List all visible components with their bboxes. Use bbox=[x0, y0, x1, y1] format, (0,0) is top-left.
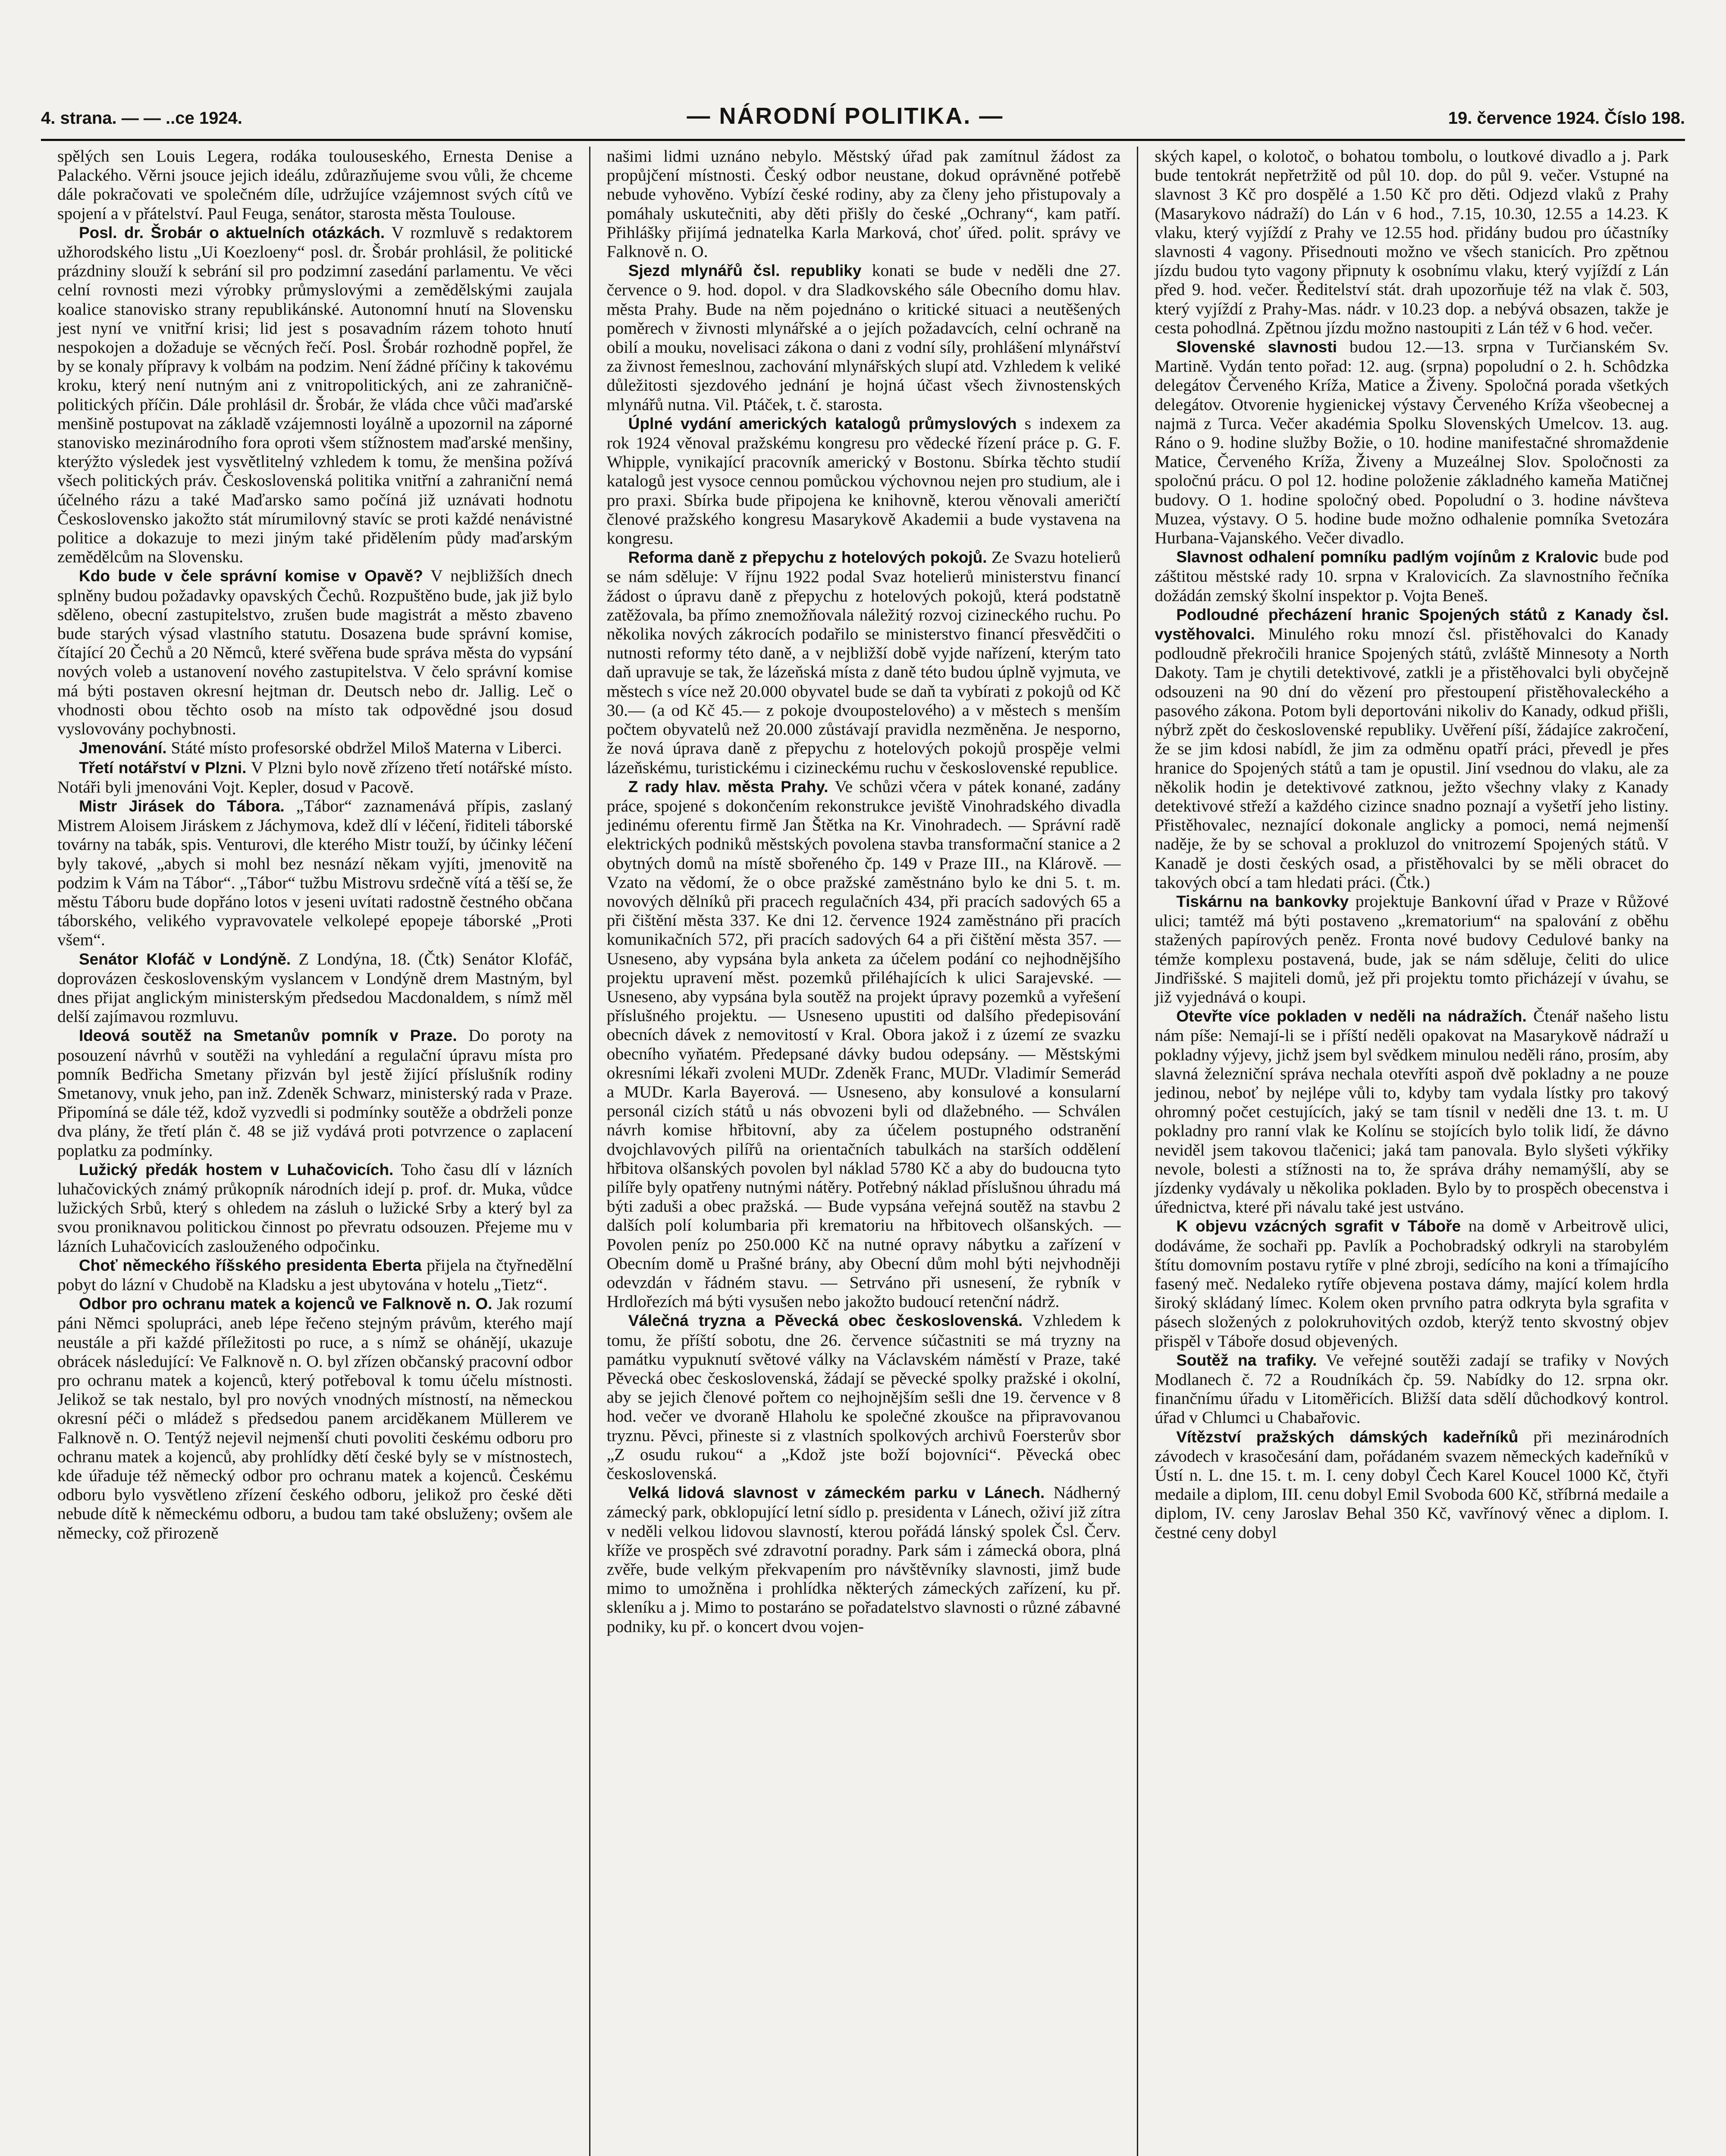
article-headline: Vítězství pražských dámských kadeřníků bbox=[1176, 1428, 1519, 1446]
article bbox=[57, 1294, 573, 1542]
article-headline: Posl. dr. Šrobár o aktuelních otázkách. bbox=[79, 223, 385, 241]
article-body: „Tábor“ zaznamenává přípis, zaslaný Mistrem Aloisem Jiráskem z Jáchymova, kdež dlí v léčení, řiditeli táborské továrny na tabák, spis. Venturovi, dle kterého Mistr touží, by účinky léčení byly takové, „abych si mohl bez nesnází někam vyjíti, jmenovitě na podzim k Vám na Tábor“. „Tábor“ tužbu Mistrovu srdečně vítá a těší se, že městu Táboru bude dopřáno lotos v jeseni uvítati radostně čestného občana táborského, velikého vypravovatele velkolepé epopeje táborské „Proti všem“. bbox=[57, 796, 573, 950]
article-body: Ze Svazu hotelierů se nám sděluje: V říjnu 1922 podal Svaz hotelierů ministerstvu financí žádost o úpravu daně z přepychu z hotelových pokojů, která podstatně zatěžovala, ba přímo znemožňovala náležitý rozvoj cizineckého ruchu. Po několika nových zákrocích podařilo se ministerstvo financí přesvědčiti o nutnosti reformy této daně, a v nejbližší době vyjde nařízení, kterým tato daň upravuje se tak, že lázeňská místa z daně této budou úplně vyjmuta, ve městech s více než 20.000 obyvatel bude se daň ta vybírati z pokojů od Kč 30.— (a od Kč 45.— z pokoje dvoupostelového) a v městech s menším počtem obyvatelů než 20.000 zůstávají pravidla nezměněna. Je nesporno, že nová úprava daně z přepychu z hotelových pokojů prospěje velmi lázeňskému, turistickému i cizineckému ruchu v československé republice. bbox=[606, 548, 1121, 777]
article bbox=[1155, 547, 1669, 605]
article-body: Ve veřejné soutěži zadají se trafiky v Nových Modlanech č. 72 a Roudníkách čp. 59. Nabídky do 12. srpna okr. finančnímu úřadu v Litoměřicích. Bližší data sdělí důchodkový kontrol. úřad v Chlumci u Chabařovic. bbox=[1155, 1350, 1669, 1427]
article-headline: Tiskárnu na bankovky bbox=[1176, 892, 1349, 910]
article-body: budou 12.—13. srpna v Turčianském Sv. Martině. Vydán tento pořad: 12. aug. (srpna) popoludní o 2. h. Schôdzka delegátov Červeného Kríža, Matice a Živeny. Spoločná porada všetkých delegátov. Otvorenie hygienickej výstavy Červeného Kríža všeobecnej a najmä z Turca. Večer akadémia Spolku Slovenských Umelcov. 13. aug. Ráno o 9. hodine služby Božie, o 10. hodine manifestačné shromaždenie Matice, Červeného Kríža, Živeny a Muzeálnej Slov. Spoločnosti za spoločnú prácu. O pol 12. hodine položenie základného kameňa Matičnej budovy. O 1. hodine spoločný obed. Popoludní o 3. hodine návšteva Muzea, výstavy. O 5. hodine bude možno odhalenie pomníka Svetozára Hurbana-Vajanského. Večer divadlo. bbox=[1155, 337, 1669, 548]
article bbox=[607, 548, 1121, 777]
article-headline: Mistr Jirásek do Tábora. bbox=[79, 797, 285, 815]
newspaper-title: — NÁRODNÍ POLITIKA. — bbox=[687, 103, 1004, 129]
article bbox=[607, 777, 1121, 1311]
column-3 bbox=[1137, 147, 1685, 2156]
article-body: projektuje Bankovní úřad v Praze v Růžové ulici; tamtéž má býti postaveno „krematorium“ na spalování z oběhu stažených papírových peněz. Fronta nové budovy Cedulové banky na témže komplexu postavená, bude, jak se nám sděluje, čeliti do ulice Jindřišské. S majiteli domů, jež při projektu tomto přicházejí v úvahu, se již vyjednává o koupi. bbox=[1155, 891, 1669, 1006]
article-body: Nádherný zámecký park, obklopující letní sídlo p. presidenta v Lánech, oživí již zítra v neděli velkou lidovou slavností, kterou pořádá lánský spolek Čsl. Červ. kříže ve prospěch své zdravotní poradny. Park sám i zámecká obora, plná zvěře, bude velkým překvapením pro návštěvníky slavnosti, jimž bude mimo to umožněna i prohlídka některých zámeckých zařízení, ku př. skleníku a j. Mimo to postaráno se pořadatelstvo slavnosti o různé zábavné podniky, ku př. o koncert dvou vojen- bbox=[606, 1483, 1121, 1636]
article-headline: Kdo bude v čele správní komise v Opavě? bbox=[79, 567, 423, 585]
article bbox=[1155, 1006, 1669, 1216]
article-headline: Válečná tryzna a Pěvecká obec československá. bbox=[628, 1312, 1023, 1330]
article bbox=[57, 147, 573, 223]
text-columns bbox=[41, 147, 1685, 2156]
article-body: přijela na čtyřnedělní pobyt do lázní v Chudobě na Kladsku a jest ubytována v hotelu „Tietz“. bbox=[57, 1255, 573, 1294]
article-body: s indexem za rok 1924 věnoval pražskému kongresu pro vědecké řízení práce p. G. F. Whipple, vynikající pracovník americký v Bostonu. Sbírka těchto studií katalogů jest vysoce cennou pomůckou výchovnou nejen pro studium, ale i pro praxi. Sbírka bude připojena ke knihovně, kterou věnovali američtí členové pražského kongresu Masarykově Akademii a bude vystavena na kongresu. bbox=[606, 414, 1121, 548]
article bbox=[1155, 337, 1669, 547]
article bbox=[1155, 1351, 1669, 1427]
article bbox=[1155, 147, 1669, 337]
masthead-rule bbox=[41, 139, 1685, 141]
article-headline: Slavnost odhalení pomníku padlým vojínům z Kralovic bbox=[1176, 548, 1599, 566]
article-body: spělých sen Louis Legera, rodáka toulouseského, Ernesta Denise a Palackého. Věrni jsouce jejich ideálu, zdůrazňujeme svou vůli, že chceme dále pokračovati ve společném díle, udržujíce vzájemnost svých cítů ve spojení a v přátelství. Paul Feuga, senátor, starosta města Toulouse. bbox=[57, 147, 573, 223]
article-headline: Odbor pro ochranu matek a kojenců ve Falknově n. O. bbox=[79, 1295, 493, 1313]
article-headline: Senátor Klofáč v Londýně. bbox=[79, 950, 291, 968]
article bbox=[607, 1483, 1121, 1636]
article bbox=[607, 147, 1121, 261]
masthead bbox=[41, 103, 1685, 137]
article-body: Ve schůzi včera v pátek konané, zadány práce, spojené s dokončením rekonstrukce jeviště Vinohradského divadla jedinému oferentu firmě Jan Štětka na Kr. Vinohradech. — Správní radě elektrických podniků městských povolena stavba transformační stanice a 2 obytných domů na místě sbořeného čp. 149 v Praze III., na Klárově. — Vzato na vědomí, že o obce pražské zaměstnáno bylo ke dni 5. t. m. novových dělníků při pracech regulačních 434, při pracích sadových 65 a při čištění města 337. Ke dni 12. července 1924 zaměstnáno při pracích komunikačních 572, při pracích sadových 64 a při čištění města 357. — Usneseno, aby vypsána byla anketa za účelem podání co nejhodnějšího projektu upravení měst. pozemků přiléhajících k ulici Sarajevské. — Usneseno, aby vypsána byla soutěž na projekt úpravy pozemků a vyřešení příslušného projektu. — Usneseno upustiti od dalšího předepisování obecních dávek z nemovitostí v Kral. Obora jakož i z území ze svazku obecního vyňatém. Předepsané dávky budou odepsány. — Městskými okresními lékaři zvoleni MUDr. Zdeněk Franc, MUDr. Vladimír Semerád a MUDr. Karla Bayerová. — Usneseno, aby konsulové a konsularní personál cizích států u nás obvozeni byli od dlažebného. — Schválen návrh komise hřbitovní, aby za účelem postupného odstranění dvojchlavových pilířů na orientačních tabulkách na starších oddělení hřbitova olšanských povolen byl náklad 5780 Kč a aby do budoucna tyto pilíře byly opatřeny nutnými nátěry. Potřebný náklad příslušnou úhradu má býti zaduši a obec pražská. — Bude vypsána veřejná soutěž na stavbu 2 dalších polí kolumbaria při krematoriu na hřbitovech olšanských. — Povolen peníz po 250.000 Kč na nutné opravy nábytku a zařízení v Obecním domě u Prašné brány, aby Obecní dům mohl býti nejvhodněji odevzdán v řádném stavu. — Setrváno při usnesení, že rybník v Hrdlořezích má býti vysušen nebo jakožto budoucí retenční nádrž. bbox=[606, 777, 1121, 1311]
article-body: Státé místo profesorské obdržel Miloš Materna v Liberci. bbox=[171, 738, 562, 758]
article-body: V rozmluvě s redaktorem užhorodského listu „Ui Koezloeny“ posl. dr. Šrobár prohlásil, že politické prázdniny slouží k sebrání sil pro podzimní zasedání parlamentu. Ve věci celní rovnosti mezi výrobky průmyslovými a zemědělskými zaujala koalice stanovisko strany republikánské. Autonomní hnutí na Slovensku jest nyní ve vnitřní krisi; lid jest s posavadním rázem tohoto hnutí nespokojen a dožaduje se věcných řečí. Posl. Šrobár rozhodně popřel, že by se konaly přípravy k volbám na podzim. Není žádné příčiny k takovému kroku, který není nutným ani z vnitropolitických, ani ze zahraničně-politických příčin. Dále prohlásil dr. Šrobár, že vláda chce vůči maďarské menšině postupovat na základě vzájemnosti loyálně a upozornil na záporné stanovisko mezinárodního fora oproti všem stížnostem maďarské menšiny, kterýžto výsledek jest vysvětlitelný vzhledem k tomu, že menšina požívá všech politických práv. Československá politika vnitřní a zahraniční nemá účelného rázu a také Maďarsko samo počíná již uznávati hodnotu Československo jakožto stát mírumilovný stavíc se proti každé nenávistné politice a dokazuje to mezi jiným také přidělením půdy maďarským zemědělcům na Slovensku. bbox=[57, 222, 573, 567]
article bbox=[57, 1026, 573, 1159]
article-headline: Lužický předák hostem v Luhačovicích. bbox=[79, 1160, 394, 1178]
article-body: V nejbližších dnech splněny budou požadavky opavských Čechů. Rozpuštěno bude, jak již bylo sděleno, obecní zastupitelstvo, zrušen bude magistrát a město zbaveno bude starých výsad vlastního statutu. Dosazena bude správní komise, čítající 20 Čechů a 20 Němců, které svěřena bude správa města do vypsání nových voleb a ustanovení nového zastupitelstva. V čelo správní komise má býti postaven okresní hejtman dr. Deutsch nebo dr. Jallig. Leč o vhodnosti obou těchto osob na místo tak odpovědné jsou dosud vyslovovány pochybnosti. bbox=[57, 566, 573, 739]
article-body: Minulého roku mnozí čsl. přistěhovalci do Kanady podloudně překročili hranice Spojených států, zvláště Minnesoty a North Dakoty. Tam je chytili detektivové, zatkli je a přistěhovalci byli obyčejně odsouzeni na 90 dní do vězení pro přestoupení přistěhovaleckého a pasového zákona. Potom byli deportováni nikoliv do Kanady, odkud přišli, nýbrž zpět do československé republiky. Uvěření píší, žádajíce zakročení, že se jim kdosi nabídl, že jim za odměnu opatří práci, převedl je přes hranice do Spojených států a tam je opustil. Jiní vsednou do vlaku, ale za několik hodin je detektivové zatknou, ježto všechny vlaky z Kanady detektivové střeží a každého cizince snadno poznají a vyšetří jeho listiny. Přistěhovalec, neznající dokonale anglicky a pomoci, nemá nejmenší naděje, že by se schoval a prokluzol do vnitrozemí Spojených států. V Kanadě je dosti českých osad, a přistěhovalci by se měli obracet do takových obcí a tam hledati práci. (Čtk.) bbox=[1155, 624, 1669, 892]
article-headline: K objevu vzácných sgrafit v Táboře bbox=[1176, 1217, 1461, 1235]
article-headline: Soutěž na trafiky. bbox=[1176, 1351, 1317, 1369]
article-headline: Slovenské slavnosti bbox=[1176, 338, 1337, 356]
article-body: při mezinárodních závodech v krasočesání dam, pořádaném svazem německých kadeřníků v Ústí n. L. dne 15. t. m. I. ceny dobyl Čech Karel Koucel 1000 Kč, čtyři medaile a diplom, III. cenu dobyl Emil Svoboda 600 Kč, stříbrná medaile a diplom, IV. ceny Jaroslav Behal 350 Kč, vavřínový věnec a diplom. I. čestné ceny dobyl bbox=[1155, 1427, 1669, 1542]
article bbox=[57, 223, 573, 567]
article bbox=[1155, 1427, 1669, 1542]
article bbox=[607, 261, 1121, 414]
article bbox=[57, 950, 573, 1026]
article-body: V Plzni bylo nově zřízeno třetí notářské místo. Notáři byli jmenováni Vojt. Kepler, dosud v Pacově. bbox=[57, 758, 573, 796]
article-headline: Ideová soutěž na Smetanův pomník v Praze. bbox=[79, 1027, 457, 1045]
article-headline: Velká lidová slavnost v zámeckém parku v Lánech. bbox=[628, 1484, 1045, 1502]
article-body: na domě v Arbeitrově ulici, dodáváme, že sochaři pp. Pavlík a Pochobradský odkryli na starobylém štítu domovním postavu rytíře v plné zbroji, sedícího na koni a třímajícího fasený meč. Nedaleko rytíře objevena postava dámy, mající kolem hrdla široký skládaný límec. Kolem oken prvního patra odkryta byla sgrafita v pásech složených z polokruhovitých ozdob, kterýž tento skvostný objev přispěl v Táboře dosud objevených. bbox=[1155, 1216, 1669, 1351]
date-issue: 19. července 1924. Číslo 198. bbox=[1448, 109, 1685, 128]
article-body: Čtenář našeho listu nám píše: Nemají-li se i příští neděli opakovat na Masarykově nádraží u pokladny výjevy, jichž jsem byl svědkem minulou neděli ráno, prosím, aby slavná železniční správa nechala otevříti aspoň dvě pokladny a ne pouze jedinou, neboť by nejlépe vůli to, kdyby tam vydala lístky pro takový ohromný počet cestujících, jaký se tam tísnil v neděli dne 13. t. m. U pokladny pro ranní vlak ke Kolínu se stojících bylo tolik lidí, že dávno neviděl jsem takovou tlačenici; jaká tam panovala. Bylo slyšeti výkřiky nevole, bolesti a stížnosti na to, že správa dráhy nemamýšlí, aby se jízdenky vydávaly u několika pokladen. Bylo by to prospěch obecenstva i úřednictva, které při návalu také jest ustváno. bbox=[1155, 1006, 1669, 1217]
article-headline: Jmenování. bbox=[79, 739, 167, 757]
article bbox=[57, 566, 573, 738]
article-body: našimi lidmi uznáno nebylo. Městský úřad pak zamítnul žádost za propůjčení místnosti. Český odbor neustane, dokud oprávněné potřebě nebude vyhověno. Vybízí české rodiny, aby za členy jeho přistupovaly a pomáhaly uskutečniti, aby děti přišly do české „Ochrany“, kam patří. Přihlášky přijímá jednatelka Karla Marková, choť úřed. polit. správy ve Falknově n. O. bbox=[606, 147, 1121, 261]
article bbox=[57, 1256, 573, 1294]
article-headline: Choť německého říšského presidenta Eberta bbox=[79, 1256, 422, 1274]
article bbox=[1155, 605, 1669, 892]
article bbox=[57, 758, 573, 796]
article-headline: Reforma daně z přepychu z hotelových pokojů. bbox=[628, 548, 987, 567]
article-body: Jak rozumí páni Němci spolupráci, aneb lépe řečeno stejným právům, kterého mají neustále a při každé příležitosti po ruce, a s nímž se ohánějí, ukazuje obrácek následující: Ve Falknově n. O. byl zřízen občanský pracovní odbor pro ochranu matek a kojenců, který potřeboval k tomu účelu místnosti. Jelikož se tak nestalo, byl pro nových vnodných místností, na německou okresní péči o mládež s předsedou panem arciděkanem Müllerem ve Falknově n. O. Tentýž nejevil nejmenší chuti povoliti českému odboru pro ochranu matek a kojenců, aby prohlídky dětí české byly se v místnostech, kde úřaduje též německý odbor pro ochranu matek a kojenců. Českému odboru bylo vysvětleno zřízení českého odboru, jelikož pro české děti nebude dítě k německému odboru, a budou tam také obsluženy; ovšem ale německy, což přirozeně bbox=[57, 1294, 573, 1542]
article-headline: Otevřte více pokladen v neděli na nádražích. bbox=[1176, 1007, 1527, 1025]
article-body: ských kapel, o kolotoč, o bohatou tombolu, o loutkové divadlo a j. Park bude tentokrát nepřetržitě od půl 10. dop. do půl 9. večer. Vstupné na slavnost 3 Kč pro dospělé a 1.50 Kč pro děti. Odjezd vlaků z Prahy (Masarykovo nádraží) do Lán v 6 hod., 7.15, 10.30, 12.55 a 14.23. K vlaku, který vyjíždí z Prahy ve 12.55 hod. přidány budou pro účastníky slavnosti 4 vagony. Přisednouti možno ve všech stanicích. Pro zpětnou jízdu budou tyto vagony připnuty k osobnímu vlaku, který vyjíždí z Lán před 9. hod. večer. Ředitelství stát. drah upozorňuje též na vlak č. 503, který vyjíždí z Prahy-Mas. nádr. v 10.23 dop. a nebývá obsazen, takže je cesta pohodlná. Zpětnou jízdu možno nastoupiti z Lán též v 6 hod. večer. bbox=[1155, 147, 1669, 337]
article-body: Do poroty na posouzení návrhů v soutěži na vyhledání a regulační úpravu místa pro pomník Bedřicha Smetany přizván byl jestě žijící příslušník rodiny Smetanovy, vnuk jeho, pan inž. Zdeněk Schwarz, ministerský rada v Praze. Připomíná se dále též, kdož vyzvedli si podmínky soutěže a obdrželi ponze dva plány, že třetí plán č. 48 se již vydává proti potvrzence o zaplacení poplatku za podmínky. bbox=[57, 1026, 573, 1160]
page-label: 4. strana. — — ..ce 1924. bbox=[41, 109, 242, 128]
article bbox=[57, 796, 573, 950]
article-body: bude pod záštitou městské rady 10. srpna v Kralovicích. Za slavnostního řečníka dožádán zemský školní inspektor p. Vojta Beneš. bbox=[1155, 547, 1669, 605]
article-headline: Sjezd mlynářů čsl. republiky bbox=[628, 262, 862, 280]
article bbox=[607, 414, 1121, 548]
article-body: Z Londýna, 18. (Čtk) Senátor Klofáč, doprovázen československým vyslancem v Londýně drem Mastným, byl dnes přijat anglickým ministerským předsedou Macdonaldem, s nímž měl delší zajímavou rozmluvu. bbox=[57, 949, 573, 1026]
article bbox=[1155, 892, 1669, 1006]
article bbox=[57, 738, 573, 758]
article-body: Toho času dlí v lázních luhačovických známý průkopník národních idejí p. prof. dr. Muka, vůdce lužických Srbů, který s ohledem na zásluh o lužické Srby a který byl za svou proniknavou politickou činnost po převratu odsouzen. Přejeme mu v lázních Luhačovicích zaslouženého odpočinku. bbox=[57, 1159, 573, 1256]
article-headline: Z rady hlav. města Prahy. bbox=[628, 777, 828, 796]
article bbox=[607, 1311, 1121, 1483]
column-1 bbox=[41, 147, 589, 2156]
article bbox=[1155, 1216, 1669, 1350]
article-headline: Podloudné přecházení hranic Spojených států z Kanady čsl. vystěhovalci. bbox=[1155, 605, 1669, 643]
article-body: konati se bude v neděli dne 27. července o 9. hod. dopol. v dra Sladkovského sále Obecního domu hlav. města Prahy. Bude na něm pojednáno o kritické situaci a neutěšených poměrech v živnosti mlynářské a o jejích požadavcích, celní ochraně na obilí a mouku, novelisaci zákona o dani z vodní síly, prohlášení mlynářství za živnost řemeslnou, zachování mlynářských slupí atd. Vzhledem k veliké důležitosti sjezdového jednání je hojná účast všech živnostenských mlynářů nutna. Vil. Ptáček, t. č. starosta. bbox=[606, 261, 1121, 414]
article-headline: Třetí notářství v Plzni. bbox=[79, 758, 247, 777]
article-body: Vzhledem k tomu, že příští sobotu, dne 26. července súčastniti se má tryzny na památku vypuknutí světové války na Václavském náměstí v Praze, také Pěvecká obec československá, žádají se pěvecké spolky pražské i okolní, aby se jejich členové pořtem co nejhojnějším sešli dne 19. července v 8 hod. večer ve dvoraně Hlaholu ke společné zkoušce na připravovanou tryznu. Pěvci, přineste si z vlastních spolkových archivů Foersterův sbor „Z osudu rukou“ a „Kdož jste boží bojovníci“. Pěvecká obec československá. bbox=[606, 1311, 1121, 1483]
column-2 bbox=[589, 147, 1137, 2156]
article bbox=[57, 1160, 573, 1256]
article-headline: Úplné vydání amerických katalogů průmyslových bbox=[628, 414, 1017, 432]
